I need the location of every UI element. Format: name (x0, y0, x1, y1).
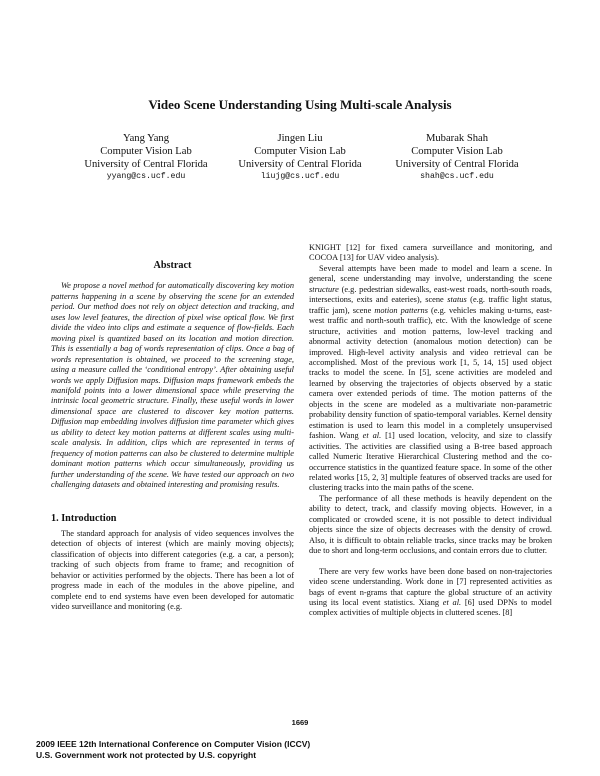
author-block-1 (61, 133, 231, 184)
footer-conference: 2009 IEEE 12th International Conference on Computer Vision (ICCV) (36, 739, 311, 749)
author-email: yyang@cs.ucf.edu (106, 172, 186, 182)
intro-paragraph: The standard approach for analysis of video sequences involves the detection of objects of interest (which are mainly moving objects); classification of objects into different categories (e.g. a car, a person); tracking of such objects from frame to frame; and recognition of behavior or activities performed by the objects. There has been a lot of progress made in each of the modules in the above pipeline, and complete end to end systems have even been developed for automatic video surveillance and monitoring (e.g. (51, 528, 294, 612)
performance-paragraph: The performance of all these methods is heavily dependent on the ability to detect, track, and classify moving objects. However, in a complicated or crowded scene, it is not possible to detect individual objects since the size of objects decreases with the density of crowd. Also, it is difficult to obtain reliable tracks, since tracks may be broken due to short and long-term occlusions, and contain errors due to clutter. (309, 493, 552, 556)
author-block-3 (372, 133, 542, 184)
author-university: University of Central Florida (238, 158, 362, 170)
author-university: University of Central Florida (84, 158, 208, 170)
footer-copyright: U.S. Government work not protected by U.S. copyright (36, 749, 257, 760)
author-lab: Computer Vision Lab (411, 145, 503, 157)
section-heading-introduction: 1. Introduction (51, 512, 117, 524)
left-column (51, 243, 294, 613)
continued-paragraph: KNIGHT [12] for fixed camera surveillance and monitoring, and COCOA [13] for UAV video analysis). (309, 243, 552, 263)
paper-title: Video Scene Understanding Using Multi-scale Analysis (148, 97, 452, 112)
author-name: Jingen Liu (277, 133, 323, 144)
author-email: liujg@cs.ucf.edu (260, 172, 340, 182)
page-number: 1669 (291, 718, 309, 727)
author-email: shah@cs.ucf.edu (420, 172, 494, 182)
non-trajectory-paragraph: There are very few works have been done based on non-trajectories video scene understanding. Work done in [7] represented activities as bags of event n-grams that capture the global structure of an activity using its local event statistics. Xiang et al. [6] used DPNs to model complex activities of multiple objects in cluttered scenes. [8] (309, 566, 553, 618)
right-column (309, 243, 552, 619)
footer (36, 739, 310, 760)
author-block-2 (215, 133, 385, 184)
author-name: Mubarak Shah (425, 133, 489, 144)
author-name: Yang Yang (122, 133, 170, 144)
author-lab: Computer Vision Lab (254, 145, 346, 157)
author-university: University of Central Florida (395, 158, 519, 170)
abstract-text: We propose a novel method for automatically discovering key motion patterns happening in a scene by observing the scene for an extended period. Our method does not rely on object detection and tracking, and uses low level features, the direction of pixel wise optical flow. We first divide the video into clips and estimate a sequence of flow-fields. Each moving pixel is quantized based on its location and motion direction. This is essentially a bag of words representation of clips. Once a bag of words representation is obtained, we proceed to the screening stage, using a measure called the ‘conditional entropy’. After obtaining useful words we apply Diffusion maps. Diffusion maps framework embeds the manifold points into a lower dimensional space while preserving the intrinsic local geometric structure. Finally, these useful words in lower dimensional space are clustered to discover key motion patterns. Diffusion map embedding involves diffusion time parameter which gives us ability to detect key motion patterns at different scales using multi-scale analysis. In addition, clips which are represented in terms of frequency of motion patterns can also be clustered to determine multiple dominant motion patterns which occur simultaneously, providing us further understanding of the scene. We have tested our approach on two challenging datasets and obtained interesting and promising results. (51, 281, 294, 490)
abstract-heading: Abstract (153, 260, 192, 271)
scene-paragraph: Several attempts have been made to model and learn a scene. In general, scene understanding may involve, understanding the scene structure (e.g. pedestrian sidewalks, east-west roads, north-south roads, intersections, exits and eateries), scene status (e.g. traffic light status, traffic jam), scene motion patterns (e.g. vehicles making u-turns, east-west traffic and north-south traffic), etc. With the knowledge of scene structure, activities and motion patterns, low-level tracking and abnormal activity detection (anomalous motion detection) can be improved. High-level activity analysis and video retrieval can be accomplished. Most of the previous work [1, 5, 14, 15] used object tracks to model the scene. In [5], scene activities are modeled and learned by observing the trajectories of objects observed by a static camera over extended periods of time. The motion patterns of the objects in the scene are modeled as a multivariate non-parametric probability density function of spatio-temporal variables. Kernel density estimation is used to learn this model in a completely unsupervised fashion. Wang et al. [1] used location, velocity, and size to classify activities. The activities are classified using a B-tree based approach called Numeric Iterative Hierarchical Clustering method and the co-occurrence statistics in the quantized feature space. In some of the other related works [15, 2, 3] multiple features of observed tracks are used for clustering tracks into the main paths of the scene. (309, 263, 552, 493)
author-lab: Computer Vision Lab (100, 145, 192, 157)
